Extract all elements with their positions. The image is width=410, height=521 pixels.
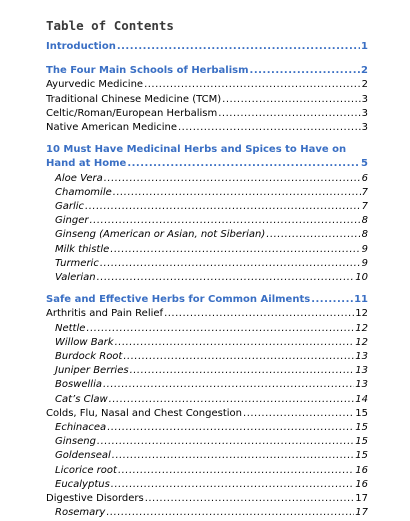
- toc-entry-ayurvedic[interactable]: [46, 78, 368, 92]
- dot-leader: [107, 421, 354, 435]
- dot-leader: [109, 393, 355, 407]
- entry-label: Ayurvedic Medicine: [46, 79, 144, 91]
- entry-page-number: 15: [355, 422, 368, 434]
- entry-page-number: 9: [361, 243, 368, 255]
- dot-leader: [144, 78, 361, 92]
- toc-title: Table of Contents: [46, 18, 174, 33]
- entry-page-number: 15: [355, 407, 368, 419]
- entry-label: Juniper Berries: [55, 365, 129, 377]
- entry-label: Digestive Disorders: [46, 493, 144, 505]
- toc-entry-burdock-root[interactable]: [46, 350, 368, 364]
- entry-label: Valerian: [55, 272, 96, 284]
- dot-leader: [86, 322, 354, 336]
- entry-label: Goldenseal: [55, 450, 111, 462]
- entry-page-number: 5: [361, 158, 368, 170]
- dot-leader: [250, 64, 361, 78]
- entry-label: 10 Must Have Medicinal Herbs and Spices to Have on: [46, 144, 347, 156]
- entry-label: Traditional Chinese Medicine (TCM): [46, 93, 222, 105]
- toc-entry-digestive[interactable]: [46, 492, 368, 506]
- dot-leader: [115, 336, 355, 350]
- toc-entry-native-american[interactable]: [46, 121, 368, 135]
- entry-label: The Four Main Schools of Herbalism: [46, 65, 249, 77]
- entry-page-number: 2: [361, 65, 368, 77]
- entry-page-number: 12: [355, 322, 368, 334]
- dot-leader: [145, 492, 355, 506]
- toc-entry-ginger[interactable]: [46, 214, 368, 228]
- dot-leader: [123, 350, 354, 364]
- toc-entry-garlic[interactable]: [46, 200, 368, 214]
- entry-page-number: 1: [361, 41, 368, 52]
- entry-page-number: 10: [355, 272, 368, 284]
- entry-page-number: 7: [361, 186, 368, 198]
- entry-label: Safe and Effective Herbs for Common Ailments: [46, 294, 311, 306]
- dot-leader: [117, 40, 360, 54]
- entry-page-number: 12: [355, 308, 368, 320]
- entry-page-number: 12: [355, 336, 368, 348]
- entry-page-number: 8: [361, 229, 368, 241]
- entry-label: Rosemary: [55, 507, 106, 519]
- toc-entry-echinacea[interactable]: [46, 421, 368, 435]
- toc-entry-rosemary[interactable]: [46, 506, 368, 520]
- dot-leader: [106, 506, 354, 520]
- entry-page-number: 8: [361, 215, 368, 227]
- entry-label: Hand at Home: [46, 158, 127, 170]
- entry-page-number: 15: [355, 436, 368, 448]
- entry-page-number: 11: [354, 294, 368, 306]
- dot-leader: [104, 172, 361, 186]
- toc-entry-chamomile[interactable]: [46, 186, 368, 200]
- entry-page-number: 13: [355, 379, 368, 391]
- toc-entry-nettle[interactable]: [46, 322, 368, 336]
- entry-label: Ginger: [55, 215, 89, 227]
- entry-page-number: 16: [355, 478, 368, 490]
- entry-label: Cat’s Claw: [55, 393, 108, 405]
- entry-label: Chamomile: [55, 186, 112, 198]
- entry-label: Celtic/Roman/European Herbalism: [46, 107, 218, 119]
- toc-entry-safe-effective[interactable]: [46, 293, 368, 307]
- dot-leader: [130, 364, 355, 378]
- toc-entry-ginseng[interactable]: [46, 435, 368, 449]
- entry-label: Eucalyptus: [55, 478, 110, 490]
- dot-leader: [103, 378, 354, 392]
- toc-entry-must-have-line1[interactable]: [46, 143, 368, 157]
- toc-entry-aloe-vera[interactable]: [46, 172, 368, 186]
- entry-page-number: 17: [355, 493, 368, 505]
- entry-page-number: 2: [361, 79, 368, 91]
- toc-entry-tcm[interactable]: [46, 93, 368, 107]
- toc-entry-valerian[interactable]: [46, 271, 368, 285]
- dot-leader: [311, 293, 353, 307]
- entry-label: Willow Bark: [55, 336, 114, 348]
- toc-entry-must-have[interactable]: [46, 157, 368, 171]
- toc-entry-turmeric[interactable]: [46, 257, 368, 271]
- dot-leader: [100, 257, 361, 271]
- entry-label: Milk thistle: [55, 243, 110, 255]
- toc-entry-juniper-berries[interactable]: [46, 364, 368, 378]
- toc-entry-licorice-root[interactable]: [46, 464, 368, 478]
- entry-label: Licorice root: [55, 464, 117, 476]
- toc-entry-goldenseal[interactable]: [46, 449, 368, 463]
- dot-leader: [164, 307, 354, 321]
- dot-leader: [222, 93, 360, 107]
- entry-label: Introduction: [46, 41, 116, 52]
- entry-label: Turmeric: [55, 257, 99, 269]
- entry-page-number: 9: [361, 257, 368, 269]
- entry-page-number: 3: [361, 107, 368, 119]
- toc-entry-introduction[interactable]: [46, 40, 368, 54]
- entry-label: Aloe Vera: [55, 172, 103, 184]
- dot-leader: [89, 214, 360, 228]
- entry-label: Boswellia: [55, 379, 102, 391]
- toc-entry-willow-bark[interactable]: [46, 336, 368, 350]
- dot-leader: [97, 271, 355, 285]
- toc-entry-boswellia[interactable]: [46, 378, 368, 392]
- entry-label: Burdock Root: [55, 351, 123, 363]
- toc-entry-four-schools[interactable]: [46, 64, 368, 78]
- entry-label: Ginseng: [55, 436, 96, 448]
- entry-label: Native American Medicine: [46, 122, 177, 134]
- entry-label: Ginseng (American or Asian, not Siberian): [55, 229, 266, 241]
- entry-label: Colds, Flu, Nasal and Chest Congestion: [46, 407, 243, 419]
- dot-leader: [113, 186, 361, 200]
- toc-entry-ginseng-american[interactable]: [46, 228, 368, 242]
- dot-leader: [112, 449, 355, 463]
- toc-entry-milk-thistle[interactable]: [46, 243, 368, 257]
- dot-leader: [178, 121, 361, 135]
- dot-leader: [97, 435, 354, 449]
- entry-page-number: 7: [361, 201, 368, 213]
- entry-label: Nettle: [55, 322, 86, 334]
- entry-page-number: 17: [355, 507, 368, 519]
- entry-page-number: 3: [361, 122, 368, 134]
- entry-page-number: 13: [355, 365, 368, 377]
- dot-leader: [266, 228, 360, 242]
- entry-page-number: 3: [361, 93, 368, 105]
- toc-entries: [46, 40, 368, 521]
- dot-leader: [243, 407, 354, 421]
- toc-entry-celtic[interactable]: [46, 107, 368, 121]
- toc-entry-colds[interactable]: [46, 407, 368, 421]
- entry-page-number: 16: [355, 464, 368, 476]
- dot-leader: [111, 478, 354, 492]
- entry-page-number: 13: [355, 351, 368, 363]
- dot-leader: [118, 464, 354, 478]
- toc-entry-cats-claw[interactable]: [46, 393, 368, 407]
- dot-leader: [110, 243, 360, 257]
- toc-entry-arthritis[interactable]: [46, 307, 368, 321]
- dot-leader: [218, 107, 360, 121]
- entry-page-number: 6: [361, 172, 368, 184]
- entry-label: Echinacea: [55, 422, 107, 434]
- entry-page-number: 14: [355, 393, 368, 405]
- dot-leader: [85, 200, 361, 214]
- entry-label: Arthritis and Pain Relief: [46, 308, 164, 320]
- entry-label: Garlic: [55, 201, 85, 213]
- toc-entry-eucalyptus[interactable]: [46, 478, 368, 492]
- dot-leader: [127, 157, 360, 171]
- entry-page-number: 15: [355, 450, 368, 462]
